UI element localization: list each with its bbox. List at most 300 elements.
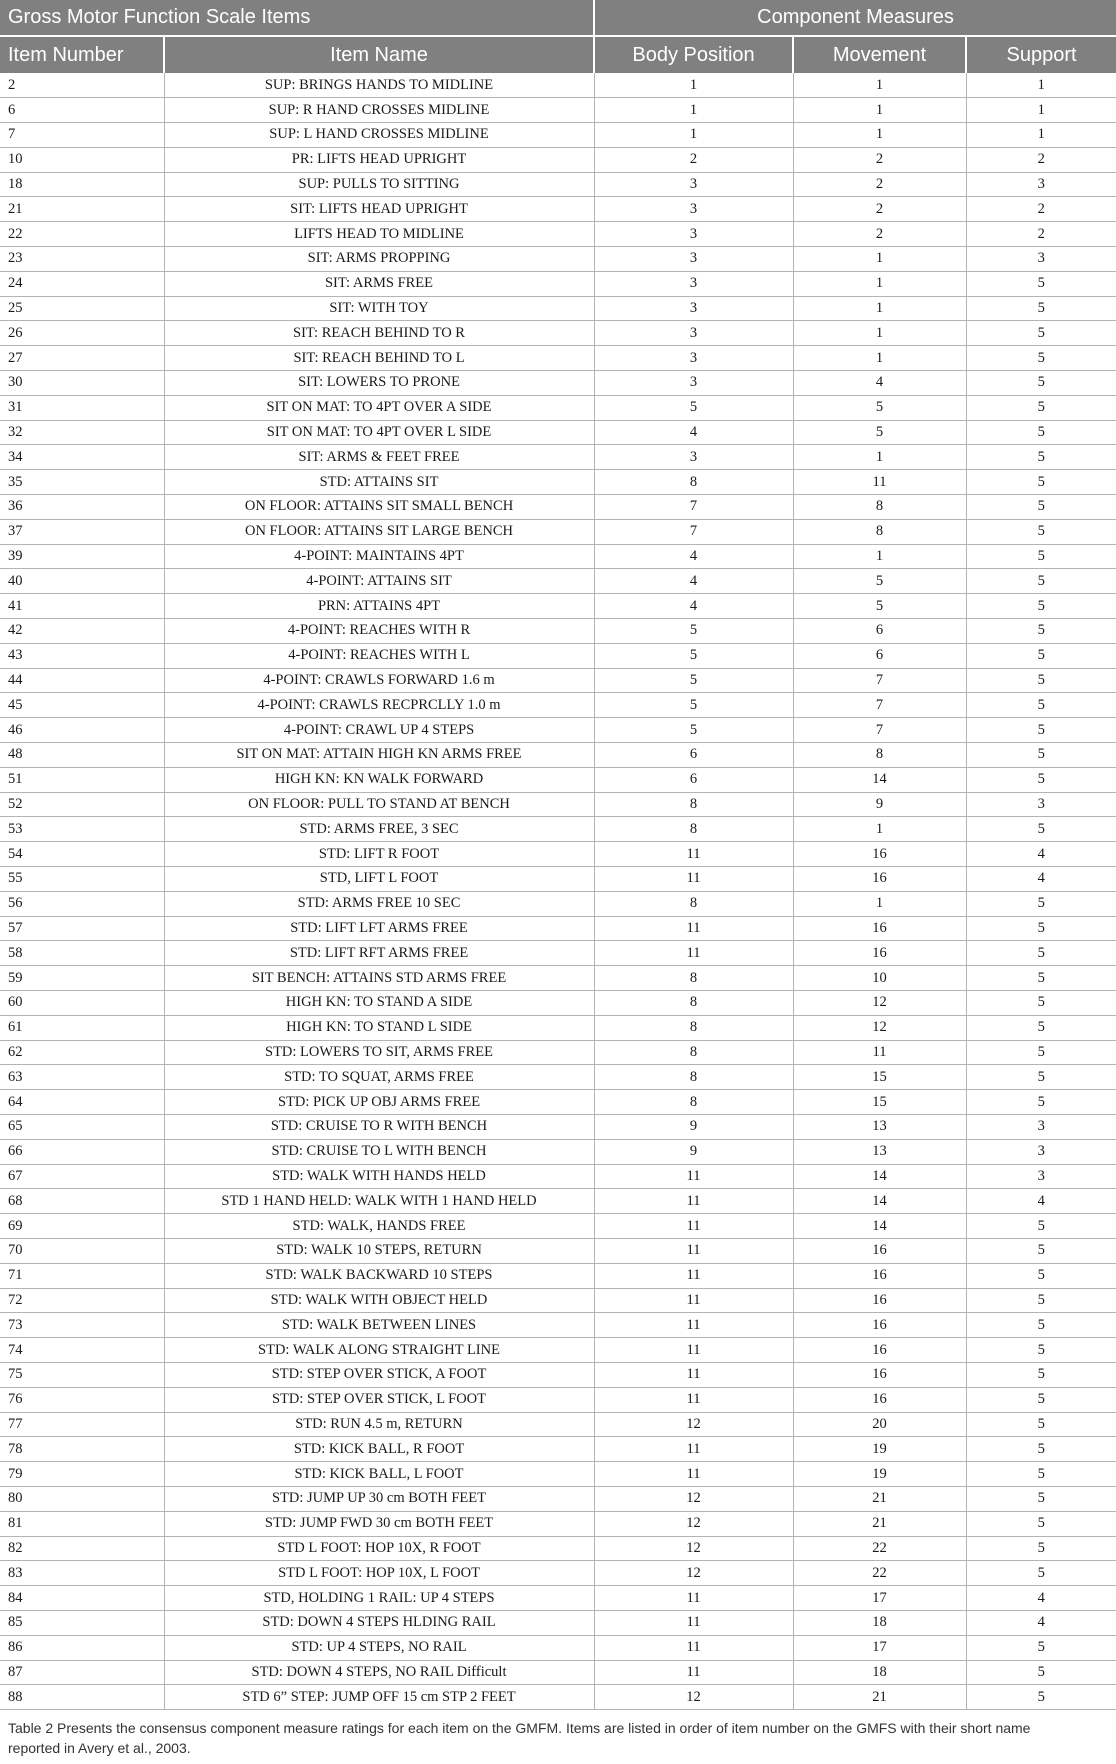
cell-item-number: 60: [0, 990, 164, 1015]
cell-body-position: 11: [594, 1387, 793, 1412]
cell-body-position: 11: [594, 1660, 793, 1685]
cell-item-number: 67: [0, 1164, 164, 1189]
cell-item-name: SIT: ARMS PROPPING: [164, 247, 594, 272]
cell-support: 2: [966, 222, 1116, 247]
cell-movement: 19: [793, 1437, 966, 1462]
cell-movement: 17: [793, 1586, 966, 1611]
cell-body-position: 12: [594, 1536, 793, 1561]
cell-body-position: 7: [594, 495, 793, 520]
table-row: [0, 1462, 1116, 1487]
cell-support: 5: [966, 1338, 1116, 1363]
table-row: [0, 123, 1116, 148]
column-header-row: [0, 36, 1116, 73]
table-row: [0, 1536, 1116, 1561]
cell-support: 5: [966, 1412, 1116, 1437]
table-row: [0, 1610, 1116, 1635]
cell-movement: 11: [793, 470, 966, 495]
table-row: [0, 1437, 1116, 1462]
cell-movement: 10: [793, 966, 966, 991]
cell-movement: 1: [793, 247, 966, 272]
cell-body-position: 12: [594, 1685, 793, 1710]
cell-item-name: STD L FOOT: HOP 10X, L FOOT: [164, 1561, 594, 1586]
cell-item-name: 4-POINT: REACHES WITH L: [164, 643, 594, 668]
table-row: [0, 619, 1116, 644]
group-header-component-measures: Component Measures: [594, 0, 1116, 36]
cell-item-number: 44: [0, 668, 164, 693]
cell-item-number: 10: [0, 147, 164, 172]
cell-support: 1: [966, 73, 1116, 98]
cell-item-number: 75: [0, 1362, 164, 1387]
table-row: [0, 172, 1116, 197]
cell-item-number: 72: [0, 1288, 164, 1313]
cell-movement: 13: [793, 1139, 966, 1164]
table-row: [0, 1090, 1116, 1115]
cell-body-position: 2: [594, 147, 793, 172]
cell-item-name: HIGH KN: TO STAND A SIDE: [164, 990, 594, 1015]
cell-movement: 4: [793, 371, 966, 396]
cell-movement: 1: [793, 321, 966, 346]
cell-item-name: STD: ARMS FREE, 3 SEC: [164, 817, 594, 842]
cell-item-name: STD: LIFT RFT ARMS FREE: [164, 941, 594, 966]
cell-body-position: 8: [594, 792, 793, 817]
cell-item-name: SUP: R HAND CROSSES MIDLINE: [164, 98, 594, 123]
cell-support: 5: [966, 718, 1116, 743]
cell-movement: 2: [793, 147, 966, 172]
cell-body-position: 11: [594, 867, 793, 892]
cell-movement: 9: [793, 792, 966, 817]
cell-support: 5: [966, 1486, 1116, 1511]
table-row: [0, 147, 1116, 172]
cell-body-position: 11: [594, 1462, 793, 1487]
cell-support: 5: [966, 1511, 1116, 1536]
cell-item-number: 55: [0, 867, 164, 892]
cell-item-number: 71: [0, 1263, 164, 1288]
cell-item-name: STD: LIFT R FOOT: [164, 842, 594, 867]
cell-item-number: 63: [0, 1065, 164, 1090]
cell-item-number: 62: [0, 1040, 164, 1065]
cell-item-name: 4-POINT: MAINTAINS 4PT: [164, 544, 594, 569]
cell-movement: 12: [793, 1015, 966, 1040]
cell-item-number: 21: [0, 197, 164, 222]
cell-support: 4: [966, 842, 1116, 867]
table-row: [0, 867, 1116, 892]
cell-support: 5: [966, 1685, 1116, 1710]
cell-body-position: 11: [594, 1313, 793, 1338]
cell-item-number: 88: [0, 1685, 164, 1710]
caption-line-1: Table 2 Presents the consensus component measure ratings for each item on the GMFM. Items are listed in order of item number on the GMFS with their short name: [8, 1720, 1031, 1737]
cell-item-number: 87: [0, 1660, 164, 1685]
cell-support: 5: [966, 495, 1116, 520]
cell-movement: 14: [793, 1189, 966, 1214]
cell-item-name: STD, HOLDING 1 RAIL: UP 4 STEPS: [164, 1586, 594, 1611]
cell-item-name: SIT: LOWERS TO PRONE: [164, 371, 594, 396]
cell-movement: 16: [793, 1387, 966, 1412]
cell-body-position: 7: [594, 519, 793, 544]
table-row: [0, 1214, 1116, 1239]
cell-movement: 1: [793, 271, 966, 296]
cell-support: 5: [966, 420, 1116, 445]
group-header-items: Gross Motor Function Scale Items: [0, 0, 594, 36]
cell-item-name: SIT: ARMS FREE: [164, 271, 594, 296]
cell-movement: 14: [793, 1214, 966, 1239]
cell-item-name: SIT: REACH BEHIND TO L: [164, 346, 594, 371]
cell-item-number: 24: [0, 271, 164, 296]
cell-item-name: SUP: BRINGS HANDS TO MIDLINE: [164, 73, 594, 98]
table-row: [0, 371, 1116, 396]
cell-item-name: SIT BENCH: ATTAINS STD ARMS FREE: [164, 966, 594, 991]
cell-item-number: 64: [0, 1090, 164, 1115]
cell-movement: 5: [793, 395, 966, 420]
cell-support: 5: [966, 891, 1116, 916]
cell-item-name: SIT: REACH BEHIND TO R: [164, 321, 594, 346]
cell-item-name: STD: WALK BETWEEN LINES: [164, 1313, 594, 1338]
cell-body-position: 3: [594, 346, 793, 371]
cell-body-position: 1: [594, 123, 793, 148]
cell-support: 5: [966, 1660, 1116, 1685]
cell-body-position: 3: [594, 172, 793, 197]
cell-support: 5: [966, 1090, 1116, 1115]
cell-item-name: STD: DOWN 4 STEPS, NO RAIL Difficult: [164, 1660, 594, 1685]
cell-support: 5: [966, 916, 1116, 941]
cell-support: 3: [966, 172, 1116, 197]
table-row: [0, 1511, 1116, 1536]
cell-support: 5: [966, 1214, 1116, 1239]
cell-item-number: 32: [0, 420, 164, 445]
cell-movement: 5: [793, 594, 966, 619]
cell-support: 5: [966, 619, 1116, 644]
cell-support: 5: [966, 296, 1116, 321]
cell-body-position: 5: [594, 643, 793, 668]
cell-support: 5: [966, 693, 1116, 718]
cell-item-number: 18: [0, 172, 164, 197]
cell-item-number: 23: [0, 247, 164, 272]
cell-item-number: 52: [0, 792, 164, 817]
cell-support: 5: [966, 395, 1116, 420]
cell-item-name: STD: ATTAINS SIT: [164, 470, 594, 495]
cell-movement: 13: [793, 1114, 966, 1139]
cell-item-number: 69: [0, 1214, 164, 1239]
cell-support: 5: [966, 1635, 1116, 1660]
table-row: [0, 817, 1116, 842]
table-row: [0, 891, 1116, 916]
table-row: [0, 1015, 1116, 1040]
cell-movement: 16: [793, 1238, 966, 1263]
cell-support: 5: [966, 643, 1116, 668]
table-row: [0, 1114, 1116, 1139]
cell-movement: 18: [793, 1660, 966, 1685]
cell-body-position: 8: [594, 470, 793, 495]
cell-item-number: 31: [0, 395, 164, 420]
table-row: [0, 569, 1116, 594]
cell-support: 3: [966, 1114, 1116, 1139]
table-row: [0, 941, 1116, 966]
cell-item-name: HIGH KN: KN WALK FORWARD: [164, 767, 594, 792]
cell-item-number: 37: [0, 519, 164, 544]
table-row: [0, 321, 1116, 346]
cell-body-position: 11: [594, 1263, 793, 1288]
cell-support: 5: [966, 1536, 1116, 1561]
cell-item-number: 39: [0, 544, 164, 569]
cell-item-name: STD: KICK BALL, R FOOT: [164, 1437, 594, 1462]
cell-item-name: SIT ON MAT: TO 4PT OVER L SIDE: [164, 420, 594, 445]
table-row: [0, 718, 1116, 743]
table-row: [0, 767, 1116, 792]
cell-body-position: 11: [594, 1238, 793, 1263]
cell-item-name: STD, LIFT L FOOT: [164, 867, 594, 892]
cell-movement: 18: [793, 1610, 966, 1635]
cell-support: 5: [966, 445, 1116, 470]
cell-body-position: 3: [594, 197, 793, 222]
cell-body-position: 5: [594, 619, 793, 644]
cell-item-number: 78: [0, 1437, 164, 1462]
cell-item-number: 66: [0, 1139, 164, 1164]
cell-item-name: ON FLOOR: ATTAINS SIT LARGE BENCH: [164, 519, 594, 544]
cell-item-number: 40: [0, 569, 164, 594]
cell-support: 5: [966, 519, 1116, 544]
cell-body-position: 3: [594, 445, 793, 470]
cell-item-name: SIT: LIFTS HEAD UPRIGHT: [164, 197, 594, 222]
cell-movement: 1: [793, 891, 966, 916]
cell-item-number: 57: [0, 916, 164, 941]
cell-item-number: 56: [0, 891, 164, 916]
table-row: [0, 395, 1116, 420]
table-row: [0, 222, 1116, 247]
cell-body-position: 1: [594, 98, 793, 123]
cell-item-number: 22: [0, 222, 164, 247]
table-row: [0, 1387, 1116, 1412]
cell-item-number: 34: [0, 445, 164, 470]
cell-body-position: 4: [594, 594, 793, 619]
cell-body-position: 4: [594, 569, 793, 594]
cell-item-number: 48: [0, 743, 164, 768]
cell-body-position: 8: [594, 891, 793, 916]
cell-movement: 6: [793, 643, 966, 668]
cell-body-position: 11: [594, 1338, 793, 1363]
cell-item-name: STD: WALK WITH OBJECT HELD: [164, 1288, 594, 1313]
cell-support: 5: [966, 321, 1116, 346]
table-row: [0, 668, 1116, 693]
cell-item-name: SIT: ARMS & FEET FREE: [164, 445, 594, 470]
cell-support: 5: [966, 544, 1116, 569]
cell-body-position: 5: [594, 668, 793, 693]
table-row: [0, 296, 1116, 321]
cell-item-name: PRN: ATTAINS 4PT: [164, 594, 594, 619]
cell-item-name: STD: UP 4 STEPS, NO RAIL: [164, 1635, 594, 1660]
table-row: [0, 1164, 1116, 1189]
cell-item-name: 4-POINT: CRAWLS FORWARD 1.6 m: [164, 668, 594, 693]
cell-item-number: 61: [0, 1015, 164, 1040]
cell-body-position: 4: [594, 420, 793, 445]
cell-item-number: 82: [0, 1536, 164, 1561]
cell-body-position: 8: [594, 1090, 793, 1115]
cell-body-position: 12: [594, 1511, 793, 1536]
cell-item-number: 59: [0, 966, 164, 991]
table-row: [0, 1288, 1116, 1313]
cell-item-name: STD: JUMP FWD 30 cm BOTH FEET: [164, 1511, 594, 1536]
cell-movement: 16: [793, 867, 966, 892]
table-row: [0, 1040, 1116, 1065]
cell-item-name: STD 6” STEP: JUMP OFF 15 cm STP 2 FEET: [164, 1685, 594, 1710]
table-row: [0, 990, 1116, 1015]
cell-movement: 16: [793, 842, 966, 867]
table-header: [0, 0, 1116, 73]
cell-body-position: 11: [594, 1437, 793, 1462]
cell-movement: 22: [793, 1561, 966, 1586]
cell-movement: 16: [793, 941, 966, 966]
cell-body-position: 8: [594, 817, 793, 842]
cell-movement: 16: [793, 916, 966, 941]
cell-support: 5: [966, 371, 1116, 396]
column-header-item-name: Item Name: [164, 36, 594, 73]
cell-item-name: STD: CRUISE TO R WITH BENCH: [164, 1114, 594, 1139]
cell-body-position: 1: [594, 73, 793, 98]
table-row: [0, 693, 1116, 718]
cell-item-number: 6: [0, 98, 164, 123]
cell-item-name: ON FLOOR: ATTAINS SIT SMALL BENCH: [164, 495, 594, 520]
cell-item-number: 27: [0, 346, 164, 371]
cell-support: 3: [966, 792, 1116, 817]
cell-support: 3: [966, 1139, 1116, 1164]
cell-movement: 1: [793, 123, 966, 148]
table-row: [0, 544, 1116, 569]
cell-body-position: 8: [594, 1065, 793, 1090]
cell-support: 5: [966, 1462, 1116, 1487]
cell-item-name: STD: KICK BALL, L FOOT: [164, 1462, 594, 1487]
table-row: [0, 346, 1116, 371]
cell-item-name: PR: LIFTS HEAD UPRIGHT: [164, 147, 594, 172]
cell-item-number: 83: [0, 1561, 164, 1586]
cell-item-name: HIGH KN: TO STAND L SIDE: [164, 1015, 594, 1040]
table-row: [0, 1362, 1116, 1387]
table-row: [0, 470, 1116, 495]
cell-support: 5: [966, 1065, 1116, 1090]
cell-body-position: 3: [594, 371, 793, 396]
cell-item-number: 58: [0, 941, 164, 966]
cell-item-name: STD: WALK ALONG STRAIGHT LINE: [164, 1338, 594, 1363]
cell-support: 5: [966, 470, 1116, 495]
cell-body-position: 8: [594, 1015, 793, 1040]
cell-body-position: 12: [594, 1412, 793, 1437]
cell-item-number: 65: [0, 1114, 164, 1139]
cell-item-name: SIT ON MAT: ATTAIN HIGH KN ARMS FREE: [164, 743, 594, 768]
table-body: [0, 73, 1116, 1710]
table-row: [0, 271, 1116, 296]
cell-item-number: 68: [0, 1189, 164, 1214]
cell-movement: 15: [793, 1065, 966, 1090]
cell-item-number: 53: [0, 817, 164, 842]
cell-body-position: 3: [594, 222, 793, 247]
table-row: [0, 495, 1116, 520]
cell-body-position: 4: [594, 544, 793, 569]
cell-item-number: 25: [0, 296, 164, 321]
cell-movement: 12: [793, 990, 966, 1015]
cell-body-position: 11: [594, 1610, 793, 1635]
cell-movement: 16: [793, 1313, 966, 1338]
cell-item-number: 70: [0, 1238, 164, 1263]
cell-movement: 16: [793, 1338, 966, 1363]
cell-movement: 5: [793, 420, 966, 445]
cell-support: 5: [966, 271, 1116, 296]
cell-movement: 7: [793, 668, 966, 693]
cell-body-position: 3: [594, 321, 793, 346]
cell-item-name: STD: WALK BACKWARD 10 STEPS: [164, 1263, 594, 1288]
cell-support: 5: [966, 1437, 1116, 1462]
cell-movement: 17: [793, 1635, 966, 1660]
cell-item-number: 86: [0, 1635, 164, 1660]
table-row: [0, 1561, 1116, 1586]
cell-body-position: 11: [594, 916, 793, 941]
table-row: [0, 1635, 1116, 1660]
cell-support: 5: [966, 346, 1116, 371]
cell-body-position: 5: [594, 718, 793, 743]
cell-item-name: STD: JUMP UP 30 cm BOTH FEET: [164, 1486, 594, 1511]
cell-item-number: 81: [0, 1511, 164, 1536]
cell-body-position: 11: [594, 1189, 793, 1214]
table-row: [0, 792, 1116, 817]
cell-item-name: LIFTS HEAD TO MIDLINE: [164, 222, 594, 247]
cell-movement: 21: [793, 1486, 966, 1511]
table-row: [0, 519, 1116, 544]
cell-support: 3: [966, 247, 1116, 272]
cell-body-position: 11: [594, 1635, 793, 1660]
cell-item-number: 54: [0, 842, 164, 867]
cell-item-number: 76: [0, 1387, 164, 1412]
cell-item-name: 4-POINT: CRAWLS RECPRCLLY 1.0 m: [164, 693, 594, 718]
cell-item-number: 79: [0, 1462, 164, 1487]
cell-movement: 6: [793, 619, 966, 644]
table-row: [0, 1139, 1116, 1164]
cell-item-number: 7: [0, 123, 164, 148]
cell-support: 5: [966, 1238, 1116, 1263]
table-row: [0, 916, 1116, 941]
cell-item-name: STD: LOWERS TO SIT, ARMS FREE: [164, 1040, 594, 1065]
cell-item-number: 51: [0, 767, 164, 792]
column-header-body-position: Body Position: [594, 36, 793, 73]
cell-item-name: STD 1 HAND HELD: WALK WITH 1 HAND HELD: [164, 1189, 594, 1214]
cell-item-number: 41: [0, 594, 164, 619]
cell-movement: 8: [793, 519, 966, 544]
cell-body-position: 5: [594, 693, 793, 718]
table-row: [0, 1065, 1116, 1090]
cell-item-number: 80: [0, 1486, 164, 1511]
cell-movement: 2: [793, 172, 966, 197]
cell-movement: 8: [793, 743, 966, 768]
cell-support: 5: [966, 990, 1116, 1015]
cell-support: 5: [966, 1387, 1116, 1412]
cell-support: 1: [966, 98, 1116, 123]
cell-body-position: 11: [594, 842, 793, 867]
cell-body-position: 11: [594, 1288, 793, 1313]
cell-item-name: SIT ON MAT: TO 4PT OVER A SIDE: [164, 395, 594, 420]
table-row: [0, 445, 1116, 470]
cell-support: 5: [966, 1015, 1116, 1040]
cell-item-number: 73: [0, 1313, 164, 1338]
table-caption: [0, 1710, 1116, 1758]
cell-movement: 14: [793, 767, 966, 792]
cell-movement: 5: [793, 569, 966, 594]
cell-support: 5: [966, 1313, 1116, 1338]
cell-support: 4: [966, 1189, 1116, 1214]
table-row: [0, 247, 1116, 272]
cell-movement: 2: [793, 222, 966, 247]
cell-movement: 20: [793, 1412, 966, 1437]
column-header-item-number: Item Number: [0, 36, 164, 73]
cell-body-position: 9: [594, 1139, 793, 1164]
cell-movement: 22: [793, 1536, 966, 1561]
cell-item-number: 85: [0, 1610, 164, 1635]
cell-body-position: 12: [594, 1561, 793, 1586]
table-row: [0, 1263, 1116, 1288]
